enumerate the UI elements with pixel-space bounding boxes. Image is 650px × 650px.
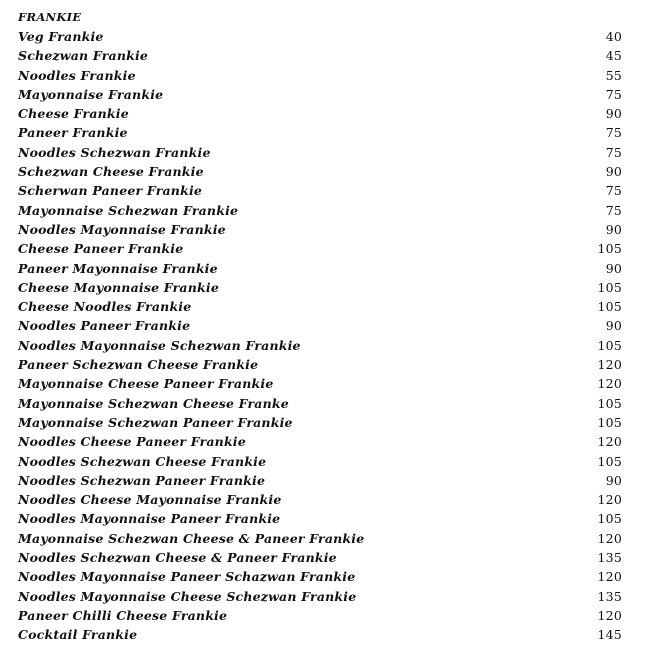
menu-item-name: Cheese Paneer Frankie [18, 241, 184, 257]
menu-item-row [18, 46, 626, 65]
menu-item-row [18, 374, 626, 393]
menu-item-price: 90 [605, 106, 622, 122]
menu-item-row [18, 104, 626, 123]
menu-item-price: 105 [597, 299, 622, 315]
menu-item-row [18, 413, 626, 432]
menu-item-row [18, 471, 626, 490]
menu-item-row [18, 278, 626, 297]
menu-item-row [18, 181, 626, 200]
menu-item-name: Mayonnaise Schezwan Cheese Franke [18, 395, 289, 411]
menu-item-price: 90 [605, 164, 622, 180]
menu-item-price: 105 [597, 337, 622, 353]
menu-item-price: 105 [597, 414, 622, 430]
menu-item-price: 75 [605, 183, 622, 199]
menu-item-name: Noodles Cheese Mayonnaise Frankie [18, 492, 282, 508]
menu-item-name: Paneer Schezwan Cheese Frankie [18, 357, 259, 373]
menu-item-row [18, 220, 626, 239]
menu-item-row [18, 27, 626, 46]
menu-item-name: Mayonnaise Schezwan Paneer Frankie [18, 414, 293, 430]
menu-item-name: Paneer Frankie [18, 125, 128, 141]
menu-item-price: 75 [605, 86, 622, 102]
menu-item-name: Noodles Frankie [18, 67, 136, 83]
menu-item-name: Paneer Mayonnaise Frankie [18, 260, 218, 276]
menu-item-price: 90 [605, 318, 622, 334]
menu-item-price: 120 [597, 357, 622, 373]
menu-item-row [18, 297, 626, 316]
menu-item-name: Veg Frankie [18, 29, 104, 44]
menu-item-name: Schezwan Cheese Frankie [18, 164, 204, 180]
menu-item-name: Cheese Frankie [18, 106, 129, 122]
menu-item-price: 45 [605, 48, 622, 64]
menu-item-row [18, 316, 626, 335]
menu-item-row [18, 529, 626, 548]
menu-item-name: Mayonnaise Cheese Paneer Frankie [18, 376, 274, 392]
menu-item-price: 120 [597, 530, 622, 546]
menu-item-price: 120 [597, 569, 622, 585]
menu-item-row [18, 355, 626, 374]
menu-item-name: Noodles Mayonnaise Schezwan Frankie [18, 337, 301, 353]
menu-item-price: 40 [605, 29, 622, 44]
menu-item-list [18, 27, 626, 645]
menu-item-name: Cheese Mayonnaise Frankie [18, 279, 219, 295]
menu-item-name: Paneer Chilli Cheese Frankie [18, 607, 228, 623]
menu-item-row [18, 625, 626, 644]
menu-item-name: Cocktail Frankie [18, 627, 138, 643]
menu-item-price: 75 [605, 125, 622, 141]
menu-item-row [18, 201, 626, 220]
menu-item-row [18, 509, 626, 528]
menu-item-name: Noodles Mayonnaise Cheese Schezwan Frankie [18, 588, 357, 604]
menu-item-row [18, 432, 626, 451]
menu-item-row [18, 394, 626, 413]
menu-item-name: Noodles Mayonnaise Paneer Frankie [18, 511, 281, 527]
menu-item-price: 90 [605, 472, 622, 488]
menu-item-row [18, 259, 626, 278]
menu-item-name: Noodles Paneer Frankie [18, 318, 191, 334]
menu-item-row [18, 548, 626, 567]
menu-item-name: Mayonnaise Schezwan Frankie [18, 202, 239, 218]
menu-item-price: 75 [605, 144, 622, 160]
menu-item-name: Noodles Mayonnaise Frankie [18, 221, 226, 237]
menu-item-row [18, 567, 626, 586]
menu-item-price: 135 [597, 550, 622, 566]
menu-item-name: Noodles Schezwan Cheese & Paneer Frankie [18, 550, 337, 566]
menu-item-row [18, 587, 626, 606]
menu-item-price: 105 [597, 279, 622, 295]
menu-item-name: Noodles Cheese Paneer Frankie [18, 434, 246, 450]
menu-item-name: Mayonnaise Schezwan Cheese & Paneer Frankie [18, 530, 365, 546]
menu-item-row [18, 66, 626, 85]
menu-item-row [18, 162, 626, 181]
menu-item-row [18, 239, 626, 258]
menu-item-row [18, 123, 626, 142]
menu-item-name: Noodles Mayonnaise Paneer Schazwan Frankie [18, 569, 356, 585]
menu-item-name: Noodles Schezwan Paneer Frankie [18, 472, 266, 488]
menu-item-row [18, 490, 626, 509]
menu-item-price: 145 [597, 627, 622, 643]
menu-item-name: Noodles Schezwan Cheese Frankie [18, 453, 267, 469]
menu-item-name: Noodles Schezwan Frankie [18, 144, 211, 160]
menu-item-price: 120 [597, 607, 622, 623]
menu-item-name: Mayonnaise Frankie [18, 86, 164, 102]
menu-item-price: 55 [605, 67, 622, 83]
menu-item-price: 135 [597, 588, 622, 604]
menu-item-price: 120 [597, 492, 622, 508]
menu-item-price: 105 [597, 395, 622, 411]
menu-item-price: 105 [597, 453, 622, 469]
menu-item-price: 120 [597, 434, 622, 450]
menu-item-row [18, 336, 626, 355]
menu-item-price: 120 [597, 376, 622, 392]
menu-item-row [18, 143, 626, 162]
menu-item-price: 105 [597, 241, 622, 257]
menu-item-row [18, 606, 626, 625]
menu-item-name: Cheese Noodles Frankie [18, 299, 192, 315]
menu-item-price: 105 [597, 511, 622, 527]
menu-item-row [18, 452, 626, 471]
section-title: FRANKIE [18, 10, 82, 24]
menu-item-name: Schezwan Frankie [18, 48, 149, 64]
menu-item-price: 90 [605, 260, 622, 276]
menu-item-name: Scherwan Paneer Frankie [18, 183, 203, 199]
menu-item-price: 90 [605, 221, 622, 237]
menu-item-row [18, 85, 626, 104]
menu-section [18, 8, 626, 645]
menu-item-price: 75 [605, 202, 622, 218]
